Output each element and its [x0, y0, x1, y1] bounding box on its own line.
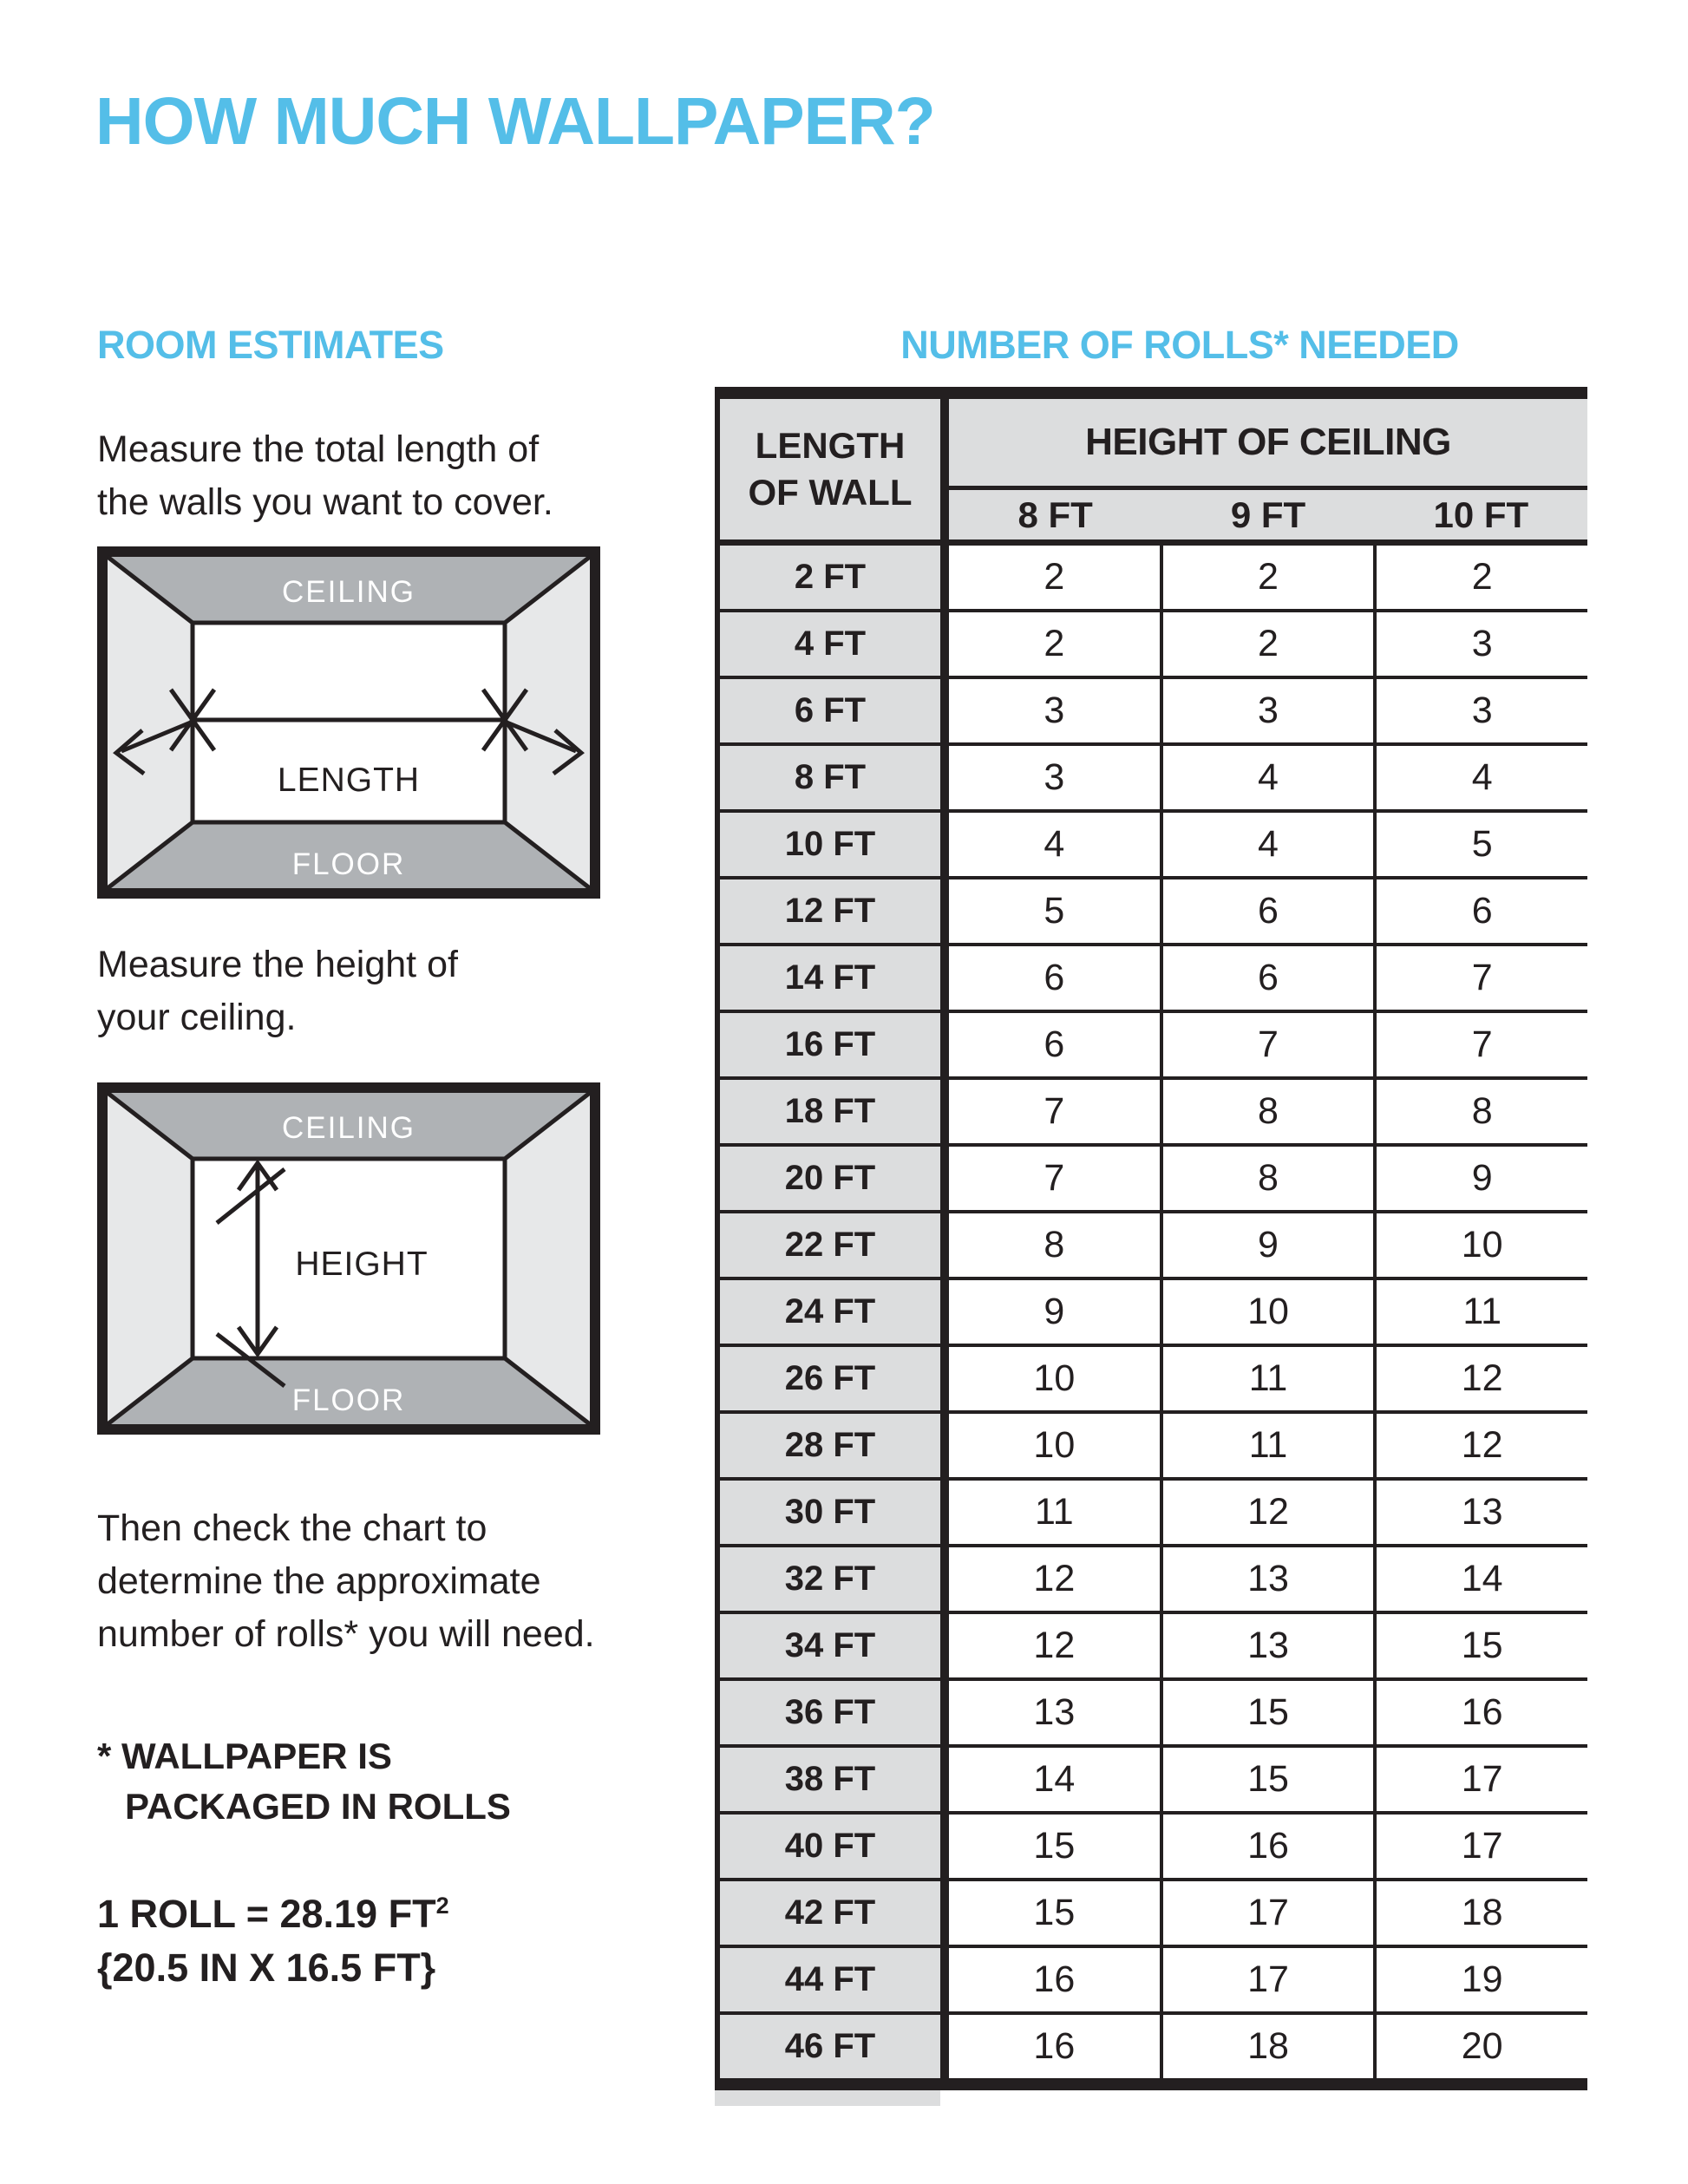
value-cell: 2	[1160, 546, 1374, 609]
table-row	[720, 2015, 1587, 2078]
table-top-border	[715, 387, 1587, 399]
value-cell: 4	[1160, 746, 1374, 809]
value-cell: 7	[1160, 1013, 1374, 1076]
height-label: HEIGHT	[295, 1246, 429, 1283]
row-values	[940, 1414, 1587, 1477]
row-label-cell: 20 FT	[720, 1147, 940, 1210]
value-cell: 16	[1033, 1958, 1076, 2000]
sub-header-row	[949, 490, 1587, 539]
value-cell: 18	[1160, 2015, 1374, 2078]
table-row	[720, 546, 1587, 612]
value-cell: 11	[1373, 1280, 1587, 1344]
rolls-table	[715, 387, 1587, 2106]
value-cell: 8	[1373, 1080, 1587, 1143]
value-cell: 6	[1373, 879, 1587, 943]
value-cell: 16	[1160, 1815, 1374, 1878]
value-cell: 12	[1373, 1414, 1587, 1477]
page-title: HOW MUCH WALLPAPER?	[95, 84, 935, 159]
table-row	[720, 1815, 1587, 1881]
instruction-line: Measure the total length of	[97, 428, 540, 470]
row-values	[940, 1080, 1587, 1143]
value-cell: 10	[1373, 1213, 1587, 1277]
column-header-8ft: 8 FT	[1017, 494, 1093, 535]
value-cell: 11	[1035, 1491, 1074, 1533]
value-cell: 2	[1160, 612, 1374, 676]
row-values	[940, 1815, 1587, 1878]
header-separator	[720, 539, 1587, 546]
value-cell: 17	[1160, 1948, 1374, 2011]
value-cell: 8	[1044, 1224, 1065, 1265]
table-row	[720, 1748, 1587, 1815]
instruction-line: your ceiling.	[97, 997, 297, 1038]
row-label-cell: 22 FT	[720, 1213, 940, 1277]
footnote-line: * WALLPAPER IS	[97, 1736, 392, 1776]
table-row	[720, 1948, 1587, 2015]
value-cell: 9	[1160, 1213, 1374, 1277]
row-values	[940, 679, 1587, 742]
row-values	[940, 1881, 1587, 1945]
table-row	[720, 1881, 1587, 1948]
table-row	[720, 1347, 1587, 1414]
value-cell: 15	[1033, 1892, 1076, 1933]
length-label: LENGTH	[277, 762, 421, 799]
value-cell: 12	[1033, 1625, 1076, 1666]
row-label-cell: 38 FT	[720, 1748, 940, 1811]
room-length-diagram	[97, 546, 600, 899]
value-cell: 3	[1160, 679, 1374, 742]
section-heading-rolls-needed: NUMBER OF ROLLS* NEEDED	[900, 323, 1459, 367]
row-label-cell: 18 FT	[720, 1080, 940, 1143]
value-cell: 16	[1373, 1681, 1587, 1744]
table-row	[720, 879, 1587, 946]
value-cell: 10	[1033, 1357, 1076, 1399]
table-row	[720, 1080, 1587, 1147]
row-label-cell: 26 FT	[720, 1347, 940, 1410]
value-cell: 6	[1044, 957, 1065, 998]
value-cell: 4	[1373, 746, 1587, 809]
value-cell: 7	[1044, 1090, 1065, 1132]
row-label-cell: 24 FT	[720, 1280, 940, 1344]
value-cell: 10	[1160, 1280, 1374, 1344]
value-cell: 13	[1033, 1691, 1076, 1733]
row-values	[940, 1681, 1587, 1744]
roll-size-info	[97, 1887, 449, 1995]
instruction-measure-height	[97, 938, 458, 1044]
value-cell: 7	[1373, 946, 1587, 1010]
row-values	[940, 746, 1587, 809]
ceiling-label: CEILING	[281, 1111, 416, 1145]
value-cell: 19	[1373, 1948, 1587, 2011]
instruction-line: the walls you want to cover.	[97, 481, 553, 523]
row-values	[940, 946, 1587, 1010]
row-label-cell: 10 FT	[720, 813, 940, 876]
value-cell: 6	[1160, 946, 1374, 1010]
value-cell: 12	[1160, 1481, 1374, 1544]
table-body	[715, 399, 1587, 2078]
row-values	[940, 1013, 1587, 1076]
table-row	[720, 679, 1587, 746]
value-cell: 18	[1373, 1881, 1587, 1945]
row-values	[940, 1547, 1587, 1611]
column-header-9ft: 9 FT	[1230, 494, 1306, 535]
instruction-measure-length	[97, 423, 553, 529]
table-row	[720, 1614, 1587, 1681]
value-cell: 4	[1044, 823, 1065, 865]
row-label-cell: 28 FT	[720, 1414, 940, 1477]
value-cell: 7	[1044, 1157, 1065, 1199]
row-label-cell: 32 FT	[720, 1547, 940, 1611]
row-values	[940, 1280, 1587, 1344]
value-cell: 8	[1160, 1080, 1374, 1143]
value-cell: 16	[1033, 2025, 1076, 2067]
value-cell: 6	[1160, 879, 1374, 943]
row-label-cell: 42 FT	[720, 1881, 940, 1945]
row-label-cell: 36 FT	[720, 1681, 940, 1744]
value-cell: 13	[1373, 1481, 1587, 1544]
value-cell: 17	[1373, 1748, 1587, 1811]
row-label-cell: 12 FT	[720, 879, 940, 943]
table-row	[720, 1547, 1587, 1614]
instruction-line: number of rolls* you will need.	[97, 1613, 595, 1655]
row-label-cell: 30 FT	[720, 1481, 940, 1544]
table-row	[720, 1213, 1587, 1280]
table-bottom-border	[715, 2078, 1587, 2090]
table-row	[720, 946, 1587, 1013]
row-values	[940, 2015, 1587, 2078]
row-label-cell: 46 FT	[720, 2015, 940, 2078]
value-cell: 13	[1160, 1547, 1374, 1611]
table-header	[720, 399, 1587, 539]
table-row	[720, 1013, 1587, 1080]
column-header-10ft: 10 FT	[1433, 494, 1529, 535]
row-values	[940, 1147, 1587, 1210]
table-row	[720, 612, 1587, 679]
ceiling-label: CEILING	[281, 575, 416, 609]
header-height-of-ceiling-group	[940, 399, 1587, 539]
roll-equation	[97, 1887, 449, 1941]
instruction-line: Measure the height of	[97, 944, 458, 985]
value-cell: 15	[1160, 1748, 1374, 1811]
value-cell: 4	[1160, 813, 1374, 876]
row-values	[940, 546, 1587, 609]
row-values	[940, 1614, 1587, 1677]
value-cell: 11	[1160, 1347, 1374, 1410]
value-cell: 8	[1160, 1147, 1374, 1210]
roll-equation-text: 1 ROLL = 28.19 FT	[97, 1892, 436, 1936]
value-cell: 3	[1373, 679, 1587, 742]
row-label-cell: 44 FT	[720, 1948, 940, 2011]
value-cell: 13	[1160, 1614, 1374, 1677]
value-cell: 6	[1044, 1023, 1065, 1065]
row-label-cell: 16 FT	[720, 1013, 940, 1076]
instruction-line: determine the approximate	[97, 1560, 541, 1602]
value-cell: 3	[1373, 612, 1587, 676]
row-label-cell: 34 FT	[720, 1614, 940, 1677]
row-values	[940, 1213, 1587, 1277]
value-cell: 5	[1044, 890, 1065, 932]
table-row	[720, 1280, 1587, 1347]
row-values	[940, 1748, 1587, 1811]
value-cell: 2	[1373, 546, 1587, 609]
value-cell: 10	[1033, 1424, 1076, 1466]
table-rows	[720, 546, 1587, 2078]
instruction-check-chart	[97, 1502, 595, 1661]
value-cell: 15	[1160, 1681, 1374, 1744]
row-label-cell: 2 FT	[720, 546, 940, 609]
value-cell: 14	[1373, 1547, 1587, 1611]
floor-label: FLOOR	[291, 1383, 406, 1417]
value-cell: 2	[1044, 623, 1065, 664]
value-cell: 12	[1033, 1558, 1076, 1599]
row-label-cell: 8 FT	[720, 746, 940, 809]
value-cell: 12	[1373, 1347, 1587, 1410]
row-values	[940, 612, 1587, 676]
section-heading-room-estimates: ROOM ESTIMATES	[97, 323, 444, 367]
row-label-cell: 4 FT	[720, 612, 940, 676]
value-cell: 20	[1373, 2015, 1587, 2078]
value-cell: 15	[1033, 1825, 1076, 1867]
header-line: OF WALL	[748, 472, 913, 513]
value-cell: 9	[1373, 1147, 1587, 1210]
left-column-stub	[715, 2090, 940, 2106]
row-values	[940, 813, 1587, 876]
table-row	[720, 1681, 1587, 1748]
value-cell: 11	[1160, 1414, 1374, 1477]
value-cell: 15	[1373, 1614, 1587, 1677]
value-cell: 3	[1044, 756, 1065, 798]
row-values	[940, 1481, 1587, 1544]
instruction-line: Then check the chart to	[97, 1507, 487, 1549]
floor-label: FLOOR	[291, 847, 406, 881]
value-cell: 17	[1160, 1881, 1374, 1945]
group-header-height-of-ceiling: HEIGHT OF CEILING	[949, 399, 1587, 490]
row-label-cell: 40 FT	[720, 1815, 940, 1878]
roll-equation-superscript: 2	[435, 1893, 449, 1919]
row-values	[940, 1347, 1587, 1410]
value-cell: 7	[1373, 1013, 1587, 1076]
value-cell: 2	[1044, 556, 1065, 598]
table-row	[720, 1147, 1587, 1213]
value-cell: 14	[1033, 1758, 1076, 1800]
row-values	[940, 879, 1587, 943]
table-row	[720, 1414, 1587, 1481]
row-values	[940, 1948, 1587, 2011]
value-cell: 9	[1044, 1291, 1065, 1332]
footnote-line: PACKAGED IN ROLLS	[125, 1786, 511, 1827]
row-label-cell: 6 FT	[720, 679, 940, 742]
header-line: LENGTH	[755, 425, 906, 466]
row-label-cell: 14 FT	[720, 946, 940, 1010]
table-row	[720, 746, 1587, 813]
table-row	[720, 813, 1587, 879]
table-row	[720, 1481, 1587, 1547]
roll-dimensions: {20.5 IN X 16.5 FT}	[97, 1945, 436, 1990]
rolls-footnote	[97, 1731, 511, 1832]
column-header-length-of-wall	[720, 399, 940, 539]
value-cell: 17	[1373, 1815, 1587, 1878]
value-cell: 3	[1044, 690, 1065, 731]
value-cell: 5	[1373, 813, 1587, 876]
ceiling-height-diagram	[97, 1082, 600, 1435]
